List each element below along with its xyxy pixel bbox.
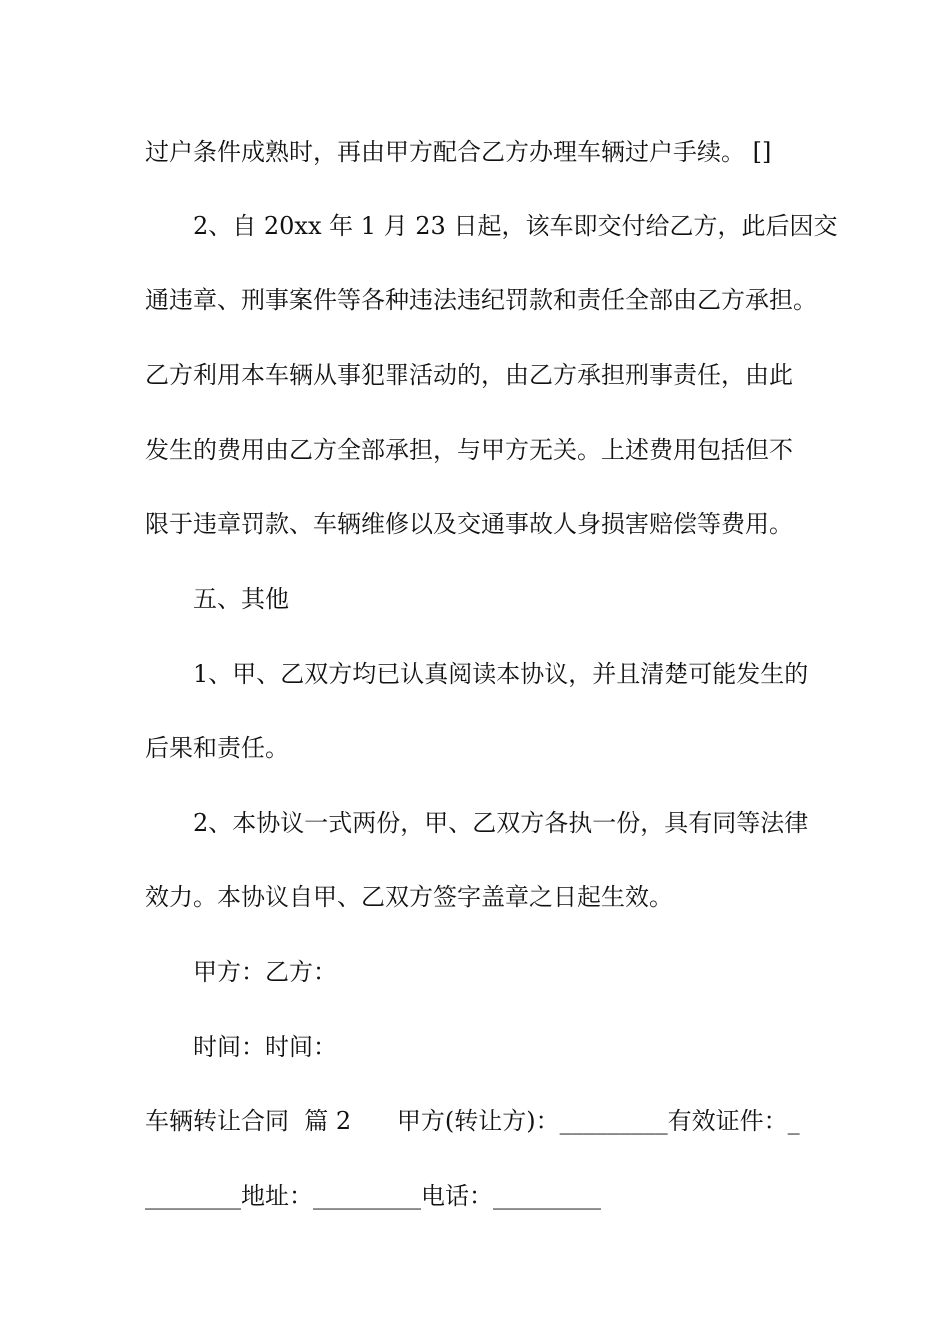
contract-2-address-line: ________地址：_________电话：_________	[145, 1182, 601, 1210]
paragraph-line-5: 发生的费用由乙方全部承担，与甲方无关。上述费用包括但不	[145, 436, 793, 464]
paragraph-line-11: 效力。本协议自甲、乙双方签字盖章之日起生效。	[145, 883, 673, 911]
contract-2-header-line: 车辆转让合同 篇 2 甲方(转让方)：_________有效证件：_	[145, 1107, 800, 1135]
paragraph-line-3: 通违章、刑事案件等各种违法违纪罚款和责任全部由乙方承担。	[145, 286, 817, 314]
paragraph-line-4: 乙方利用本车辆从事犯罪活动的，由乙方承担刑事责任，由此	[145, 361, 793, 389]
section-heading-other: 五、其他	[193, 585, 289, 613]
paragraph-line-2: 2、自 20xx 年 1 月 23 日起，该车即交付给乙方，此后因交	[193, 212, 838, 240]
paragraph-line-1: 过户条件成熟时，再由甲方配合乙方办理车辆过户手续。 []	[145, 138, 772, 166]
paragraph-line-9: 后果和责任。	[145, 734, 289, 762]
signature-parties-line: 甲方：乙方：	[193, 958, 337, 986]
paragraph-line-10: 2、本协议一式两份，甲、乙双方各执一份，具有同等法律	[193, 809, 809, 837]
signature-date-line: 时间：时间：	[193, 1033, 337, 1061]
paragraph-line-6: 限于违章罚款、车辆维修以及交通事故人身损害赔偿等费用。	[145, 510, 793, 538]
paragraph-line-8: 1、甲、乙双方均已认真阅读本协议，并且清楚可能发生的	[193, 660, 809, 688]
